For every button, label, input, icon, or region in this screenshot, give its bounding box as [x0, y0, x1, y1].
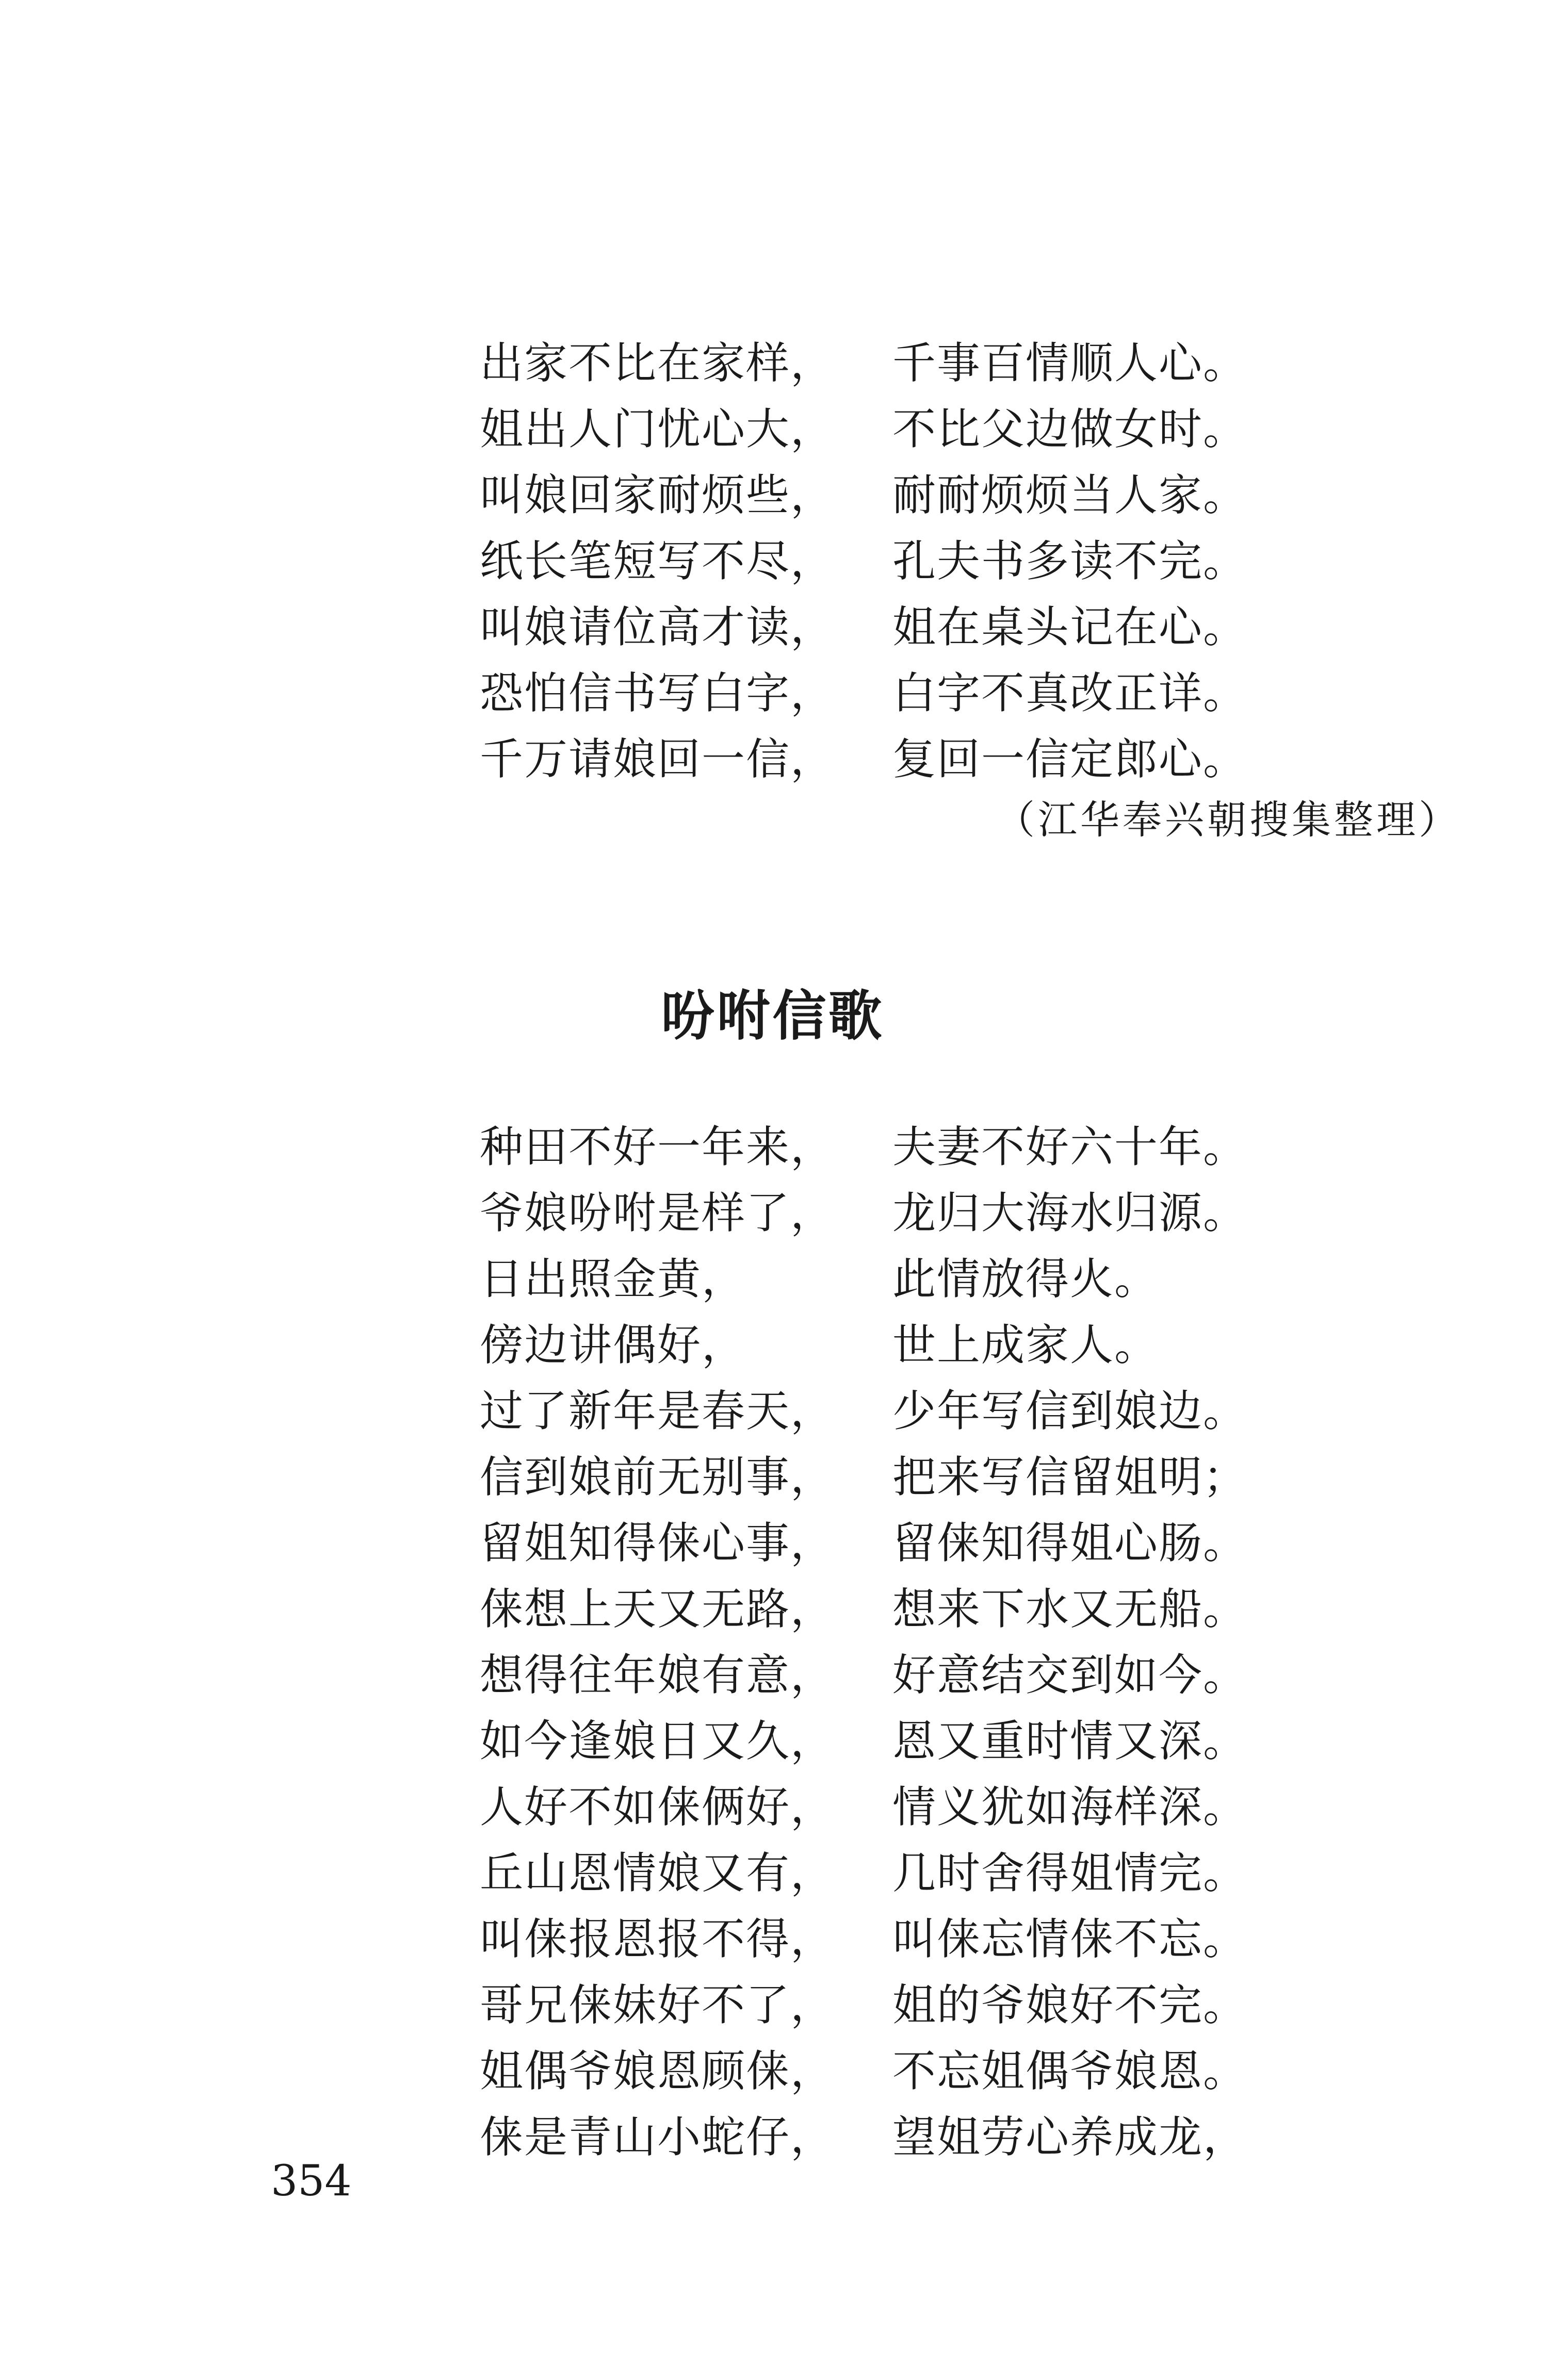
verse-right: 复回一信定郎心。 [892, 734, 1248, 784]
verse-line [480, 1708, 1254, 1774]
verse-left: 俫是青山小蛇仔， [480, 2112, 835, 2162]
poem-1 [480, 330, 1254, 792]
verse-left: 种田不好一年来， [480, 1122, 835, 1172]
verse-right: 想来下水又无船。 [892, 1584, 1248, 1634]
verse-right: 龙归大海水归源。 [892, 1188, 1248, 1238]
verse-line [480, 1906, 1254, 1972]
verse-right: 世上成家人。 [892, 1320, 1159, 1370]
verse-right: 不忘姐偶爷娘恩。 [892, 2046, 1248, 2096]
verse-right: 望姐劳心养成龙， [892, 2112, 1248, 2162]
verse-right: 姐的爷娘好不完。 [892, 1980, 1248, 2030]
verse-line [480, 1114, 1254, 1180]
verse-right: 孔夫书多读不完。 [892, 536, 1248, 586]
verse-left: 恐怕信书写白字， [480, 668, 835, 718]
verse-line [480, 1840, 1254, 1906]
verse-line [480, 1378, 1254, 1444]
verse-left: 日出照金黄， [480, 1254, 746, 1304]
verse-line [480, 1642, 1254, 1708]
verse-left: 哥兄俫妹好不了， [480, 1980, 835, 2030]
verse-line [480, 1312, 1254, 1378]
verse-line [480, 330, 1254, 396]
verse-left: 留姐知得俫心事， [480, 1518, 835, 1568]
poem-title: 吩咐信歌 [661, 984, 884, 1047]
verse-line [480, 1972, 1254, 2038]
verse-left: 俫想上天又无路， [480, 1584, 835, 1634]
verse-line [480, 528, 1254, 594]
verse-right: 夫妻不好六十年。 [892, 1122, 1248, 1172]
collector-credit: （江华奉兴朝搜集整理） [996, 797, 1461, 843]
verse-line [480, 594, 1254, 660]
verse-left: 人好不如俫俩好， [480, 1782, 835, 1832]
verse-right: 耐耐烦烦当人家。 [892, 470, 1248, 520]
verse-line [480, 1774, 1254, 1840]
verse-line [480, 2038, 1254, 2104]
verse-left: 叫娘请位高才读， [480, 602, 835, 652]
verse-left: 丘山恩情娘又有， [480, 1848, 835, 1898]
verse-left: 出家不比在家样， [480, 338, 835, 388]
verse-line [480, 2104, 1254, 2170]
verse-line [480, 396, 1254, 462]
verse-line [480, 1246, 1254, 1312]
verse-right: 姐在桌头记在心。 [892, 602, 1248, 652]
verse-right: 少年写信到娘边。 [892, 1386, 1248, 1436]
verse-right: 把来写信留姐明； [892, 1452, 1248, 1502]
verse-left: 叫俫报恩报不得， [480, 1914, 835, 1964]
verse-left: 叫娘回家耐烦些， [480, 470, 835, 520]
verse-line [480, 1444, 1254, 1510]
verse-right: 千事百情顺人心。 [892, 338, 1248, 388]
verse-right: 好意结交到如今。 [892, 1650, 1248, 1700]
verse-left: 纸长笔短写不尽， [480, 536, 835, 586]
verse-right: 留俫知得姐心肠。 [892, 1518, 1248, 1568]
page-number: 354 [271, 2157, 352, 2206]
poem-2 [480, 1114, 1254, 2170]
verse-right: 叫俫忘情俫不忘。 [892, 1914, 1248, 1964]
verse-line [480, 1510, 1254, 1576]
verse-line [480, 462, 1254, 528]
verse-right: 情义犹如海样深。 [892, 1782, 1248, 1832]
verse-right: 此情放得火。 [892, 1254, 1159, 1304]
verse-right: 恩又重时情又深。 [892, 1716, 1248, 1766]
verse-right: 白字不真改正详。 [892, 668, 1248, 718]
verse-left: 姐出人门忧心大， [480, 404, 835, 454]
verse-right: 不比父边做女时。 [892, 404, 1248, 454]
verse-line [480, 1576, 1254, 1642]
verse-line [480, 660, 1254, 726]
verse-right: 几时舍得姐情完。 [892, 1848, 1248, 1898]
verse-left: 爷娘吩咐是样了， [480, 1188, 835, 1238]
verse-left: 姐偶爷娘恩顾俫， [480, 2046, 835, 2096]
verse-line [480, 726, 1254, 792]
verse-line [480, 1180, 1254, 1246]
verse-left: 如今逢娘日又久， [480, 1716, 835, 1766]
verse-left: 信到娘前无别事， [480, 1452, 835, 1502]
verse-left: 过了新年是春天， [480, 1386, 835, 1436]
verse-left: 想得往年娘有意， [480, 1650, 835, 1700]
verse-left: 千万请娘回一信， [480, 734, 835, 784]
verse-left: 傍边讲偶好， [480, 1320, 746, 1370]
